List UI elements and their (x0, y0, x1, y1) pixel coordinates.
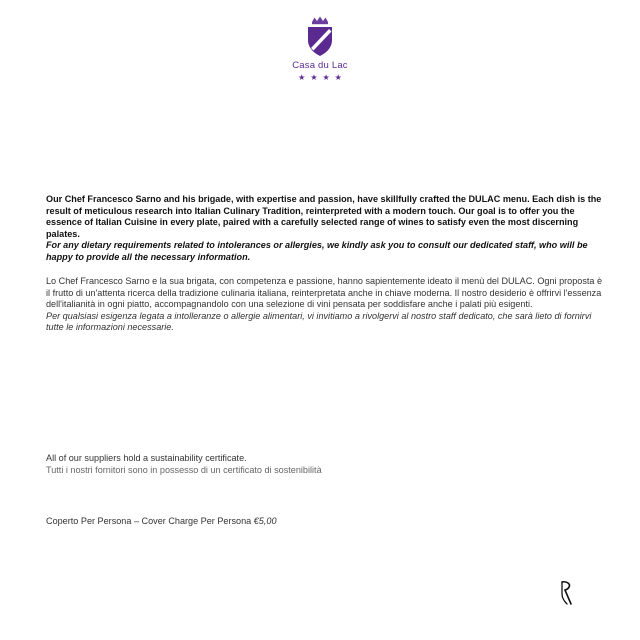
crest-shield-icon (305, 16, 335, 58)
cover-charge (46, 516, 277, 526)
intro-english-text: Our Chef Francesco Sarno and his brigade, with expertise and passion, have skillfully crafted the DULAC menu. Each dish is the result of meticulous research into Italian Culinary Tradition, reinterpreted with a modern touch. Our goal is to offer you the essence of Italian Cuisine in every plate, paired with a carefully selected range of wines to satisfy even the most discerning palates. (46, 194, 602, 239)
intro-italian-allergy-note: Per qualsiasi esigenza legata a intolleranze o allergie alimentari, vi invitiamo a rivolgervi al nostro staff dedicato, che sarà lieto di fornirvi tutte le informazioni necessarie. (46, 310, 592, 333)
r-monogram-icon (557, 580, 575, 606)
intro-italian-text: Lo Chef Francesco Sarno e la sua brigata, con competenza e passione, hanno sapientemente ideato il menù del DULAC. Ogni proposta è il frutto di un'attenta ricerca della tradizione culinaria italiana, reinterpretata anche in chiave moderna. Il nostro desiderio è offrirvi l'essenza dell'italianità in ogni piatto, accompagnandolo con una selezione di vini pensata per soddisfare anche i palati più esigenti. (46, 276, 603, 310)
header (0, 16, 640, 82)
cover-charge-label: Coperto Per Persona – Cover Charge Per Persona (46, 516, 254, 526)
cover-charge-price: €5,00 (253, 516, 277, 526)
intro-english-allergy-note: For any dietary requirements related to intolerances or allergies, we kindly ask you to consult our dedicated staff, who will be happy to provide all the necessary information. (46, 240, 588, 262)
intro-italian (46, 276, 604, 334)
intro-english (46, 194, 604, 264)
suppliers-note (46, 453, 546, 477)
star-rating: ★★★★ (298, 73, 347, 82)
suppliers-italian: Tutti i nostri fornitori sono in possesso di un certificato di sostenibilità (46, 464, 322, 475)
brand-name: Casa du Lac (292, 60, 348, 71)
suppliers-english: All of our suppliers hold a sustainability certificate. (46, 453, 247, 463)
